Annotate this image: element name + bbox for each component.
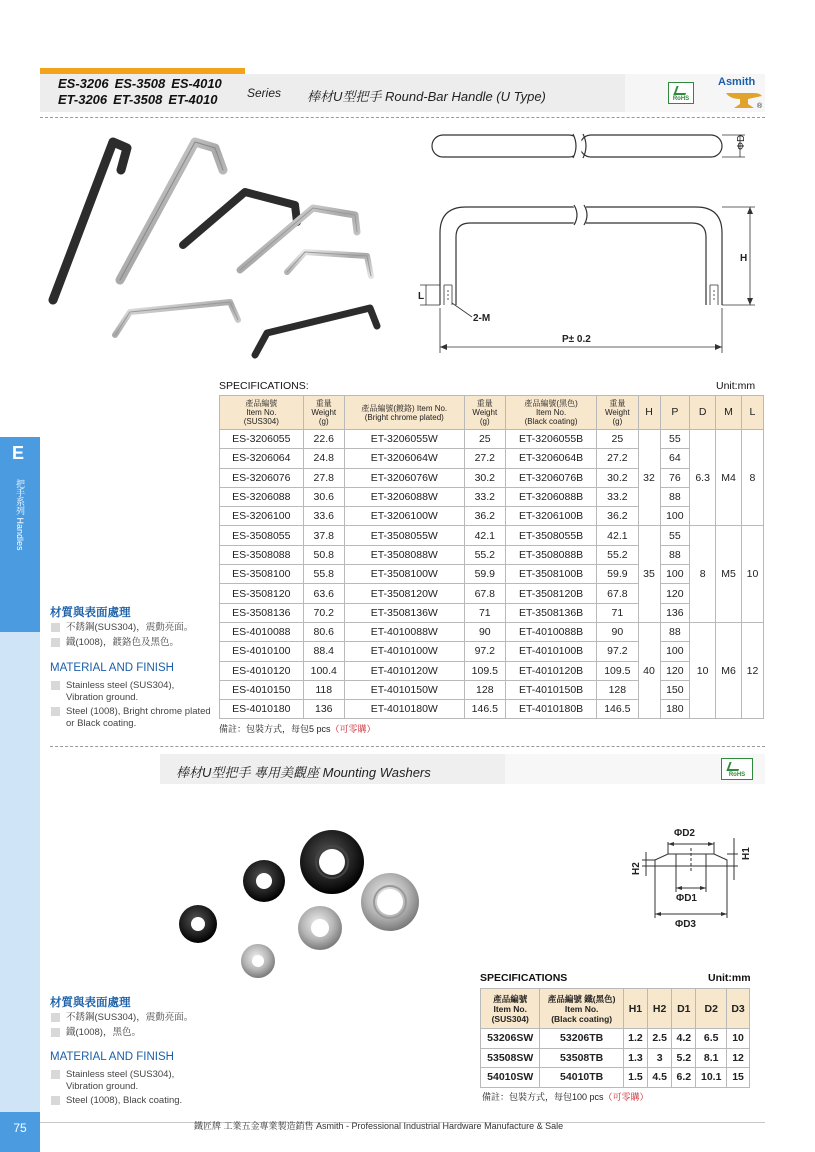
cell-weight-2: 71 [464, 603, 505, 622]
cell-item-black: ET-4010120B [505, 661, 596, 680]
washer-material-cn-item-2: 鐵(1008)，黑色。 [66, 1027, 141, 1039]
cell-item-sus: ES-3206064 [220, 449, 304, 468]
cell-weight-1: 70.2 [303, 603, 344, 622]
material-cn-title: 材質與表面處理 [50, 607, 131, 619]
washer-packaging-note: 備註：包裝方式，每包100 pcs（可零購） [482, 1092, 649, 1102]
material-cn-item-1: 不銹鋼(SUS304)，震動亮面。 [66, 622, 193, 634]
table-row [220, 584, 764, 603]
washer-unit-label: Unit:mm [708, 972, 751, 984]
round-bar-handles-photo [45, 130, 390, 370]
dim-d2-label: ΦD2 [674, 828, 695, 839]
cell-p: 88 [660, 487, 690, 506]
cell-weight-2: 146.5 [464, 700, 505, 719]
material-cn-item-2: 鐵(1008)，鍍鉻色及黑色。 [66, 637, 179, 649]
cell-weight-3: 33.2 [597, 487, 638, 506]
cell-weight-1: 33.6 [303, 507, 344, 526]
cell-item-chrome: ET-3206088W [344, 487, 464, 506]
anvil-logo-icon [724, 90, 764, 110]
cell-item-sus: ES-3206055 [220, 430, 304, 449]
col-item-chrome: 產品編號(鍍鉻) Item No. (Bright chrome plated) [344, 396, 464, 430]
svg-text:®: ® [757, 103, 763, 110]
cell-weight-1: 27.8 [303, 468, 344, 487]
table-row [220, 700, 764, 719]
table-row [220, 449, 764, 468]
cell-d2: 10.1 [696, 1068, 727, 1088]
cell-weight-3: 42.1 [597, 526, 638, 545]
cell-weight-1: 100.4 [303, 661, 344, 680]
cell-weight-2: 97.2 [464, 642, 505, 661]
cell-item-black: 54010TB [540, 1068, 623, 1088]
page-number: 75 [0, 1112, 40, 1152]
cell-item-chrome: ET-3206100W [344, 507, 464, 526]
category-side-tab[interactable] [0, 437, 40, 632]
washer-material-en-item-1: Stainless steel (SUS304), Vibration ground. [66, 1069, 206, 1092]
cell-l: 8 [741, 430, 763, 526]
dim-h-label: H [740, 253, 748, 264]
cell-l: 10 [741, 526, 763, 622]
cell-weight-3: 67.8 [597, 584, 638, 603]
table-row [220, 487, 764, 506]
cell-h1: 1.2 [623, 1029, 647, 1049]
cell-item-chrome: ET-4010120W [344, 661, 464, 680]
section-divider [50, 746, 765, 747]
cell-item-black: ET-4010180B [505, 700, 596, 719]
cell-item-sus: 53206SW [481, 1029, 540, 1049]
cell-item-black: ET-3508088B [505, 545, 596, 564]
leaf-icon [673, 86, 688, 95]
cell-h2: 4.5 [648, 1068, 672, 1088]
handle-dimension-drawing [400, 125, 780, 365]
cell-item-black: ET-3206088B [505, 487, 596, 506]
cell-p: 120 [660, 661, 690, 680]
table-row [220, 603, 764, 622]
cell-weight-3: 27.2 [597, 449, 638, 468]
cell-item-black: ET-3206100B [505, 507, 596, 526]
cell-weight-3: 71 [597, 603, 638, 622]
table-row [220, 661, 764, 680]
washer-material-en-title: MATERIAL AND FINISH [50, 1051, 174, 1063]
table-row [220, 680, 764, 699]
cell-item-sus: ES-3508120 [220, 584, 304, 603]
cell-weight-2: 55.2 [464, 545, 505, 564]
cell-weight-2: 36.2 [464, 507, 505, 526]
cell-weight-3: 97.2 [597, 642, 638, 661]
col-p: P [660, 396, 690, 430]
cell-item-chrome: ET-4010180W [344, 700, 464, 719]
cell-item-black: ET-3206064B [505, 449, 596, 468]
cell-d2: 8.1 [696, 1048, 727, 1068]
washer-section-title: 棒材U型把手 專用美觀座 Mounting Washers [176, 765, 431, 780]
series-word: Series [247, 86, 282, 100]
cell-item-sus: ES-3206088 [220, 487, 304, 506]
cell-item-chrome: ET-4010100W [344, 642, 464, 661]
cell-h2: 2.5 [648, 1029, 672, 1049]
table-row [220, 526, 764, 545]
material-en-item-2: Steel (1008), Bright chrome plated or Black coating. [66, 706, 216, 729]
cell-p: 88 [660, 622, 690, 641]
cell-item-sus: 53508SW [481, 1048, 540, 1068]
cell-weight-2: 67.8 [464, 584, 505, 603]
series-codes-row-2: ET-3206 ET-3508 ET-4010 [58, 92, 218, 107]
cell-p: 150 [660, 680, 690, 699]
cell-item-black: ET-3508055B [505, 526, 596, 545]
cell-weight-3: 109.5 [597, 661, 638, 680]
cell-item-chrome: ET-3508088W [344, 545, 464, 564]
cell-weight-1: 80.6 [303, 622, 344, 641]
washer-material-cn-item-1: 不銹鋼(SUS304)，震動亮面。 [66, 1012, 193, 1024]
cell-item-sus: ES-4010180 [220, 700, 304, 719]
washer-material-cn-title: 材質與表面處理 [50, 997, 131, 1009]
cell-item-chrome: ET-4010088W [344, 622, 464, 641]
cell-d: 6.3 [690, 430, 716, 526]
cell-p: 180 [660, 700, 690, 719]
cell-item-chrome: ET-4010150W [344, 680, 464, 699]
cell-item-sus: ES-4010088 [220, 622, 304, 641]
col-item-black: 產品編號(黑色) Item No. (Black coating) [505, 396, 596, 430]
dim-h1-label: H1 [741, 847, 752, 860]
dim-h2-label: H2 [631, 862, 642, 875]
cell-weight-1: 30.6 [303, 487, 344, 506]
cell-item-chrome: ET-3508120W [344, 584, 464, 603]
cell-p: 88 [660, 545, 690, 564]
category-letter: E [12, 443, 25, 463]
cell-m: M4 [716, 430, 742, 526]
category-text: 把手系列 Handles [15, 479, 25, 551]
cell-item-sus: ES-4010120 [220, 661, 304, 680]
table-row [481, 1068, 750, 1088]
col-weight-2: 重量 Weight (g) [464, 396, 505, 430]
dim-d1-label: ΦD1 [676, 893, 697, 904]
page-title: 棒材U型把手 Round-Bar Handle (U Type) [307, 89, 546, 104]
col-d2: D2 [696, 989, 727, 1029]
washer-specs-table [480, 988, 750, 1088]
cell-p: 120 [660, 584, 690, 603]
cell-item-sus: 54010SW [481, 1068, 540, 1088]
dim-m-label: 2-M [473, 313, 491, 324]
cell-weight-1: 55.8 [303, 565, 344, 584]
cell-weight-1: 88.4 [303, 642, 344, 661]
cell-weight-3: 90 [597, 622, 638, 641]
header-divider [40, 117, 765, 118]
cell-item-sus: ES-3508055 [220, 526, 304, 545]
cell-d: 8 [690, 526, 716, 622]
cell-weight-3: 25 [597, 430, 638, 449]
cell-item-sus: ES-3508088 [220, 545, 304, 564]
cell-p: 55 [660, 526, 690, 545]
dim-p-label: P± 0.2 [562, 334, 591, 345]
col-h: H [638, 396, 660, 430]
cell-p: 136 [660, 603, 690, 622]
cell-weight-1: 50.8 [303, 545, 344, 564]
dim-d-label: ΦD [736, 134, 747, 150]
cell-weight-2: 59.9 [464, 565, 505, 584]
series-codes-row-1: ES-3206 ES-3508 ES-4010 [58, 76, 222, 91]
cell-item-black: 53508TB [540, 1048, 623, 1068]
side-strip [0, 632, 40, 1152]
cell-h2: 3 [648, 1048, 672, 1068]
cell-item-sus: ES-3508136 [220, 603, 304, 622]
table-row [220, 545, 764, 564]
cell-weight-1: 118 [303, 680, 344, 699]
table-row [220, 468, 764, 487]
rohs-badge-washers: RoHS [721, 758, 753, 780]
col-h1: H1 [623, 989, 647, 1029]
cell-weight-2: 109.5 [464, 661, 505, 680]
cell-m: M6 [716, 622, 742, 718]
col-m: M [716, 396, 742, 430]
cell-item-sus: ES-3206100 [220, 507, 304, 526]
table-row [220, 430, 764, 449]
cell-h: 32 [638, 430, 660, 526]
col-l: L [741, 396, 763, 430]
cell-h: 35 [638, 526, 660, 622]
cell-item-sus: ES-3206076 [220, 468, 304, 487]
cell-d3: 12 [727, 1048, 750, 1068]
col-h2: H2 [648, 989, 672, 1029]
table-row [220, 565, 764, 584]
cell-weight-3: 59.9 [597, 565, 638, 584]
col-d1: D1 [672, 989, 696, 1029]
specs-label: SPECIFICATIONS: [219, 380, 309, 392]
cell-d1: 6.2 [672, 1068, 696, 1088]
cell-item-chrome: ET-3206064W [344, 449, 464, 468]
washer-dimension-drawing [610, 820, 770, 930]
cell-h1: 1.5 [623, 1068, 647, 1088]
washer-specs-label: SPECIFICATIONS [480, 972, 568, 984]
cell-p: 64 [660, 449, 690, 468]
cell-item-black: ET-4010150B [505, 680, 596, 699]
cell-d1: 5.2 [672, 1048, 696, 1068]
table-row [220, 507, 764, 526]
col-d3: D3 [727, 989, 750, 1029]
cell-item-black: 53206TB [540, 1029, 623, 1049]
cell-item-sus: ES-4010100 [220, 642, 304, 661]
col-d: D [690, 396, 716, 430]
cell-weight-2: 33.2 [464, 487, 505, 506]
cell-l: 12 [741, 622, 763, 718]
cell-h: 40 [638, 622, 660, 718]
cell-weight-2: 128 [464, 680, 505, 699]
cell-weight-2: 27.2 [464, 449, 505, 468]
cell-weight-2: 30.2 [464, 468, 505, 487]
cell-weight-3: 55.2 [597, 545, 638, 564]
cell-weight-3: 36.2 [597, 507, 638, 526]
series-codes [58, 76, 228, 108]
cell-weight-3: 30.2 [597, 468, 638, 487]
cell-weight-3: 128 [597, 680, 638, 699]
cell-p: 100 [660, 507, 690, 526]
washer-material-en-item-2: Steel (1008), Black coating. [66, 1095, 226, 1107]
cell-item-black: ET-3508136B [505, 603, 596, 622]
cell-p: 100 [660, 565, 690, 584]
cell-weight-2: 42.1 [464, 526, 505, 545]
table-row [220, 622, 764, 641]
cell-weight-2: 90 [464, 622, 505, 641]
cell-item-chrome: ET-3206055W [344, 430, 464, 449]
cell-h1: 1.3 [623, 1048, 647, 1068]
cell-d: 10 [690, 622, 716, 718]
cell-item-black: ET-3508120B [505, 584, 596, 603]
cell-weight-1: 136 [303, 700, 344, 719]
cell-item-chrome: ET-3508055W [344, 526, 464, 545]
unit-label: Unit:mm [716, 380, 756, 392]
cell-d3: 10 [727, 1029, 750, 1049]
cell-item-sus: ES-3508100 [220, 565, 304, 584]
material-en-title: MATERIAL AND FINISH [50, 662, 174, 674]
cell-item-chrome: ET-3508136W [344, 603, 464, 622]
cell-item-sus: ES-4010150 [220, 680, 304, 699]
brand-name: Asmith [718, 76, 756, 88]
table-header-row [481, 989, 750, 1029]
cell-d3: 15 [727, 1068, 750, 1088]
cell-d1: 4.2 [672, 1029, 696, 1049]
material-en-item-1: Stainless steel (SUS304), Vibration ground. [66, 680, 206, 703]
cell-item-black: ET-4010088B [505, 622, 596, 641]
cell-item-black: ET-3508100B [505, 565, 596, 584]
cell-p: 100 [660, 642, 690, 661]
cell-weight-2: 25 [464, 430, 505, 449]
col-item-sus: 產品編號 Item No. (SUS304) [481, 989, 540, 1029]
cell-weight-1: 63.6 [303, 584, 344, 603]
footer-text: 鐵匠牌 工業五金專業製造銷售 Asmith - Professional Industrial Hardware Manufacture & Sale [194, 1121, 564, 1131]
table-row [220, 642, 764, 661]
cell-item-chrome: ET-3508100W [344, 565, 464, 584]
table-header-row [220, 396, 764, 430]
cell-item-black: ET-3206055B [505, 430, 596, 449]
col-item-black: 產品編號 鐵(黑色) Item No. (Black coating) [540, 989, 623, 1029]
cell-item-black: ET-3206076B [505, 468, 596, 487]
cell-item-black: ET-4010100B [505, 642, 596, 661]
col-weight-3: 重量 Weight (g) [597, 396, 638, 430]
cell-weight-3: 146.5 [597, 700, 638, 719]
dim-d3-label: ΦD3 [675, 919, 696, 930]
cell-weight-1: 24.8 [303, 449, 344, 468]
col-weight-1: 重量 Weight (g) [303, 396, 344, 430]
col-item-sus: 產品編號 Item No. (SUS304) [220, 396, 304, 430]
cell-p: 55 [660, 430, 690, 449]
table-row [481, 1048, 750, 1068]
cell-weight-1: 22.6 [303, 430, 344, 449]
packaging-note: 備註：包裝方式，每包5 pcs（可零購） [219, 724, 376, 734]
cell-m: M5 [716, 526, 742, 622]
dim-l-label: L [418, 291, 425, 302]
handle-specs-table [219, 395, 764, 719]
cell-d2: 6.5 [696, 1029, 727, 1049]
cell-weight-1: 37.8 [303, 526, 344, 545]
mounting-washers-photo [170, 820, 440, 990]
table-row [481, 1029, 750, 1049]
cell-p: 76 [660, 468, 690, 487]
cell-item-chrome: ET-3206076W [344, 468, 464, 487]
leaf-icon [726, 762, 741, 771]
rohs-badge: RoHS [668, 82, 694, 104]
